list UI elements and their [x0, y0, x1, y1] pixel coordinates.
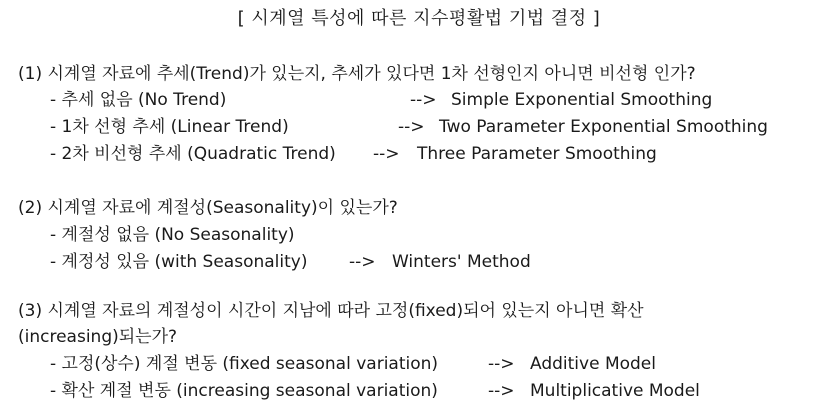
question-trend: (1) 시계열 자료에 추세(Trend)가 있는지, 추세가 있다면 1차 선형인지 아니면 비선형 인가? [18, 64, 696, 84]
item-no-seasonality-label: - 계절성 없음 (No Seasonality) [50, 225, 295, 245]
item-linear-trend-arrow: --> [398, 117, 425, 137]
question-seasonal-variation-line1: (3) 시계열 자료의 계절성이 시간이 지남에 따라 고정(fixed)되어 있는지 아니면 확산 [18, 301, 644, 321]
item-quadratic-trend-method: Three Parameter Smoothing [417, 144, 657, 164]
item-increasing-variation-arrow: --> [488, 381, 515, 401]
item-quadratic-trend-label: - 2차 비선형 추세 (Quadratic Trend) [50, 144, 336, 164]
item-with-seasonality-method: Winters' Method [392, 252, 531, 272]
page-title: [ 시계열 특성에 따른 지수평활법 기법 결정 ] [237, 8, 601, 29]
item-fixed-variation-label: - 고정(상수) 계절 변동 (fixed seasonal variation) [50, 354, 439, 374]
item-linear-trend-label: - 1차 선형 추세 (Linear Trend) [50, 117, 289, 137]
item-quadratic-trend-arrow: --> [373, 144, 400, 164]
item-no-trend-method: Simple Exponential Smoothing [451, 90, 713, 110]
item-with-seasonality-arrow: --> [349, 252, 376, 272]
question-seasonality: (2) 시계열 자료에 계절성(Seasonality)이 있는가? [18, 198, 398, 218]
item-increasing-variation-label: - 확산 계절 변동 (increasing seasonal variation) [50, 381, 438, 401]
item-fixed-variation-arrow: --> [488, 354, 515, 374]
item-fixed-variation-method: Additive Model [530, 354, 656, 374]
item-increasing-variation-method: Multiplicative Model [530, 381, 700, 401]
question-seasonal-variation-line2: (increasing)되는가? [18, 327, 178, 347]
item-linear-trend-method: Two Parameter Exponential Smoothing [439, 117, 768, 137]
item-no-trend-label: - 추세 없음 (No Trend) [50, 90, 227, 110]
item-no-trend-arrow: --> [410, 90, 437, 110]
item-with-seasonality-label: - 계정성 있음 (with Seasonality) [50, 252, 308, 272]
